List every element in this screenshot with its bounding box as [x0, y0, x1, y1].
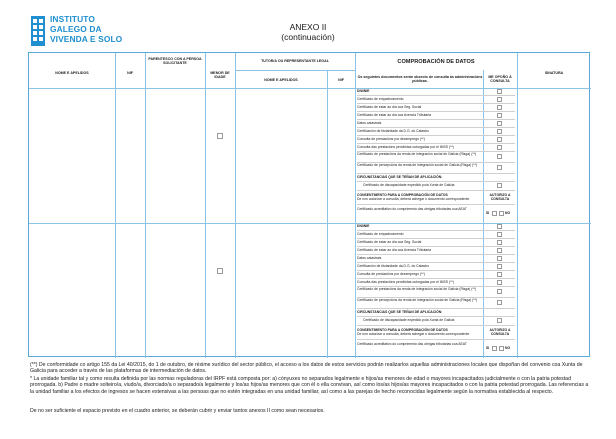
- oppose-checkbox-1-1[interactable]: [497, 97, 502, 102]
- header-tutor-nombre: NOME E APELIDOS: [264, 78, 298, 82]
- oppose-checkbox-2-7[interactable]: [497, 280, 502, 285]
- si-label-2: SI: [486, 346, 490, 350]
- oppose-checkbox-1-7[interactable]: [497, 145, 502, 150]
- oppose-checkbox-2-9[interactable]: [497, 300, 502, 305]
- check-row-1-3: Certificado de estar ao día coa Axencia Tributaria: [357, 113, 432, 117]
- annex-subtitle: (continuación): [281, 32, 335, 42]
- oppose-checkbox-1-4[interactable]: [497, 121, 502, 126]
- check-row-1-8: Certificado de prestacións da renda de integración social de Galicia (Risga) (**): [357, 152, 477, 156]
- header-comprobacion: COMPROBACIÓN DE DATOS: [397, 59, 475, 65]
- header-meopongo: ME OPOÑO Á CONSULTA: [488, 75, 512, 84]
- si-checkbox-2[interactable]: [492, 346, 497, 351]
- oppose-checkbox-1-3[interactable]: [497, 113, 502, 118]
- check-row-2-2: Certificado de estar ao día coa Seg. Social: [357, 240, 422, 244]
- header-documentos: Os seguintes documentos serán obxecto de consulta ás administracións públicas.: [357, 75, 483, 84]
- check-row-1-4: Datos catastrais: [357, 121, 382, 125]
- no-label-2: NO: [505, 346, 511, 350]
- header-tutor: TUTOR/A OU REPRESENTANTE LEGAL: [261, 59, 329, 63]
- check-row-2-6: Consulta de prestacións por desemprego (**): [357, 272, 425, 276]
- oppose-checkbox-1-8[interactable]: [497, 154, 502, 159]
- footnote-1: (**) De conformidade co artigo 155 da Lei 40/2015, do 1 de outubro, de réxime xurídico del sector público, el acceso a los datos de estos servicios podrán realizarlos aquellas administraciones locales que dispoñan del convenio coa Xunta de Galicia para acceder a través de las plataformas de intermediación de datos.: [30, 362, 583, 375]
- check-row-2-4: Datos catastrais: [357, 256, 382, 260]
- check-row-1-1: Certificado de empadroamento: [357, 97, 404, 101]
- logo-line-1: INSTITUTO: [50, 14, 95, 24]
- consent-title-1: CONSENTIMENTO PARA A COMPROBACIÓN DE DATOS: [357, 193, 448, 197]
- oppose-checkbox-1-5[interactable]: [497, 129, 502, 134]
- si-label-1: SI: [486, 211, 490, 215]
- circ-header-2: CIRCUNSTANCIAS QUE SE TEÑAN DE APLICACIÓN:: [357, 310, 443, 314]
- check-row-1-2: Certificado de estar ao día coa Seg. Social: [357, 105, 422, 109]
- oppose-checkbox-1-6[interactable]: [497, 137, 502, 142]
- oppose-checkbox-2-1[interactable]: [497, 232, 502, 237]
- oppose-checkbox-1-2[interactable]: [497, 105, 502, 110]
- oppose-checkbox-1-0[interactable]: [497, 89, 502, 94]
- header-tutor-nif: NIF: [338, 78, 344, 82]
- header-firma: SINATURA: [544, 71, 564, 75]
- autorizo-label-1: AUTORIZO A CONSULTA: [489, 193, 511, 201]
- check-row-2-7: Consulta das prestacións percibidas outorgadas por el IMSS (**): [357, 280, 454, 284]
- oppose-checkbox-2-0[interactable]: [497, 224, 502, 229]
- check-row-2-1: Certificado de empadroamento: [357, 232, 404, 236]
- oppose-checkbox-2-8[interactable]: [497, 289, 502, 294]
- footnote-2: * La unidade familiar tal y como resulta definida por las normas reguladoras del IRPF está composta por: a) cónyuxes no separados legalmente e hijos/as menores de edad o mayores incapacitados judicialmente o con la patria potestad prorrogada. b) Padre o madre solteiro/a, viudo/a, divorciado/a o separado/a legalmente y los/as hijos/as menores que con él o ella convivan, así como los/as hijos/as mayores incapacitados o con la patria potestad prorrogada. Las referencias a la unidad familiar a los efectos de ingresos se hacen extensivas a las persoas que no estén integradas en una unidad familiar, así como a las parejas de hecho reconocidas legalmente según la normativa establecida al respecto.: [30, 376, 589, 395]
- footnote-3: De no ser suficiente el espacio previsto en el cuadro anterior, se deberán cubrir y enviar tantos anexos II como sean necesarios.: [30, 408, 325, 414]
- consent-sub-2: De non autorizar a consulta, deberá achegar o documento correspondente.: [357, 332, 471, 336]
- autorizo-label-2: AUTORIZO A CONSULTA: [489, 328, 511, 336]
- consent-sub-1: De non autorizar a consulta, deberá achegar o documento correspondente.: [357, 197, 471, 201]
- no-checkbox-2[interactable]: [499, 346, 504, 351]
- oppose-checkbox-1-9[interactable]: [497, 165, 502, 170]
- check-row-2-3: Certificado de estar ao día coa Axencia Tributaria: [357, 248, 432, 252]
- tax-item-2: Certificado acreditativo do cumprimento das obrigas tributarias coa AEAT: [357, 342, 467, 346]
- circ-header-1: CIRCUNSTANCIAS QUE SE TEÑAN DE APLICACIÓN:: [357, 175, 443, 179]
- oppose-checkbox-2-2[interactable]: [497, 240, 502, 245]
- oppose-checkbox-2-6[interactable]: [497, 272, 502, 277]
- tax-item-1: Certificado acreditativo do cumprimento das obrigas tributarias coa AEAT: [357, 207, 467, 211]
- circ-item-1: Certificado de discapacidade expedido pola Xunta de Galicia: [363, 183, 455, 187]
- check-row-1-7: Consulta das prestacións percibidas outorgadas por el IMSS (**): [357, 145, 454, 149]
- header-nif: NIF: [127, 71, 133, 75]
- annex-title: ANEXO II: [289, 22, 327, 32]
- check-row-2-8: Certificado de prestacións da renda de integración social de Galicia (Risga) (**): [357, 287, 477, 291]
- no-checkbox-1[interactable]: [499, 211, 504, 216]
- check-row-2-9: Certificado de percepcións da renda de integración social de Galicia (Risga) (**): [357, 298, 478, 302]
- circ-checkbox-2[interactable]: [497, 318, 502, 323]
- header-menor: MENOR DE IDADE: [210, 71, 230, 80]
- check-row-1-6: Consulta de prestacións por desemprego (**): [357, 137, 425, 141]
- header-nombre: NOME E APELIDOS: [55, 71, 89, 75]
- check-row-1-0: DNI/NIE: [357, 89, 370, 93]
- menor-checkbox-1[interactable]: [217, 133, 223, 139]
- no-label-1: NO: [505, 211, 511, 215]
- page-title: [0, 22, 616, 42]
- check-row-2-5: Certificación de titularidade da D.G. do Catastro: [357, 264, 429, 268]
- header-parentesco: PARENTESCO CON A PERSOA SOLICITANTE: [148, 57, 202, 66]
- data-table: [28, 52, 590, 357]
- oppose-checkbox-2-3[interactable]: [497, 248, 502, 253]
- consent-title-2: CONSENTIMENTO PARA A COMPROBACIÓN DE DATOS: [357, 328, 448, 332]
- circ-item-2: Certificado de discapacidade expedido pola Xunta de Galicia: [363, 318, 455, 322]
- logo-line-2: GALEGO DA: [50, 24, 102, 34]
- check-row-2-0: DNI/NIE: [357, 224, 370, 228]
- menor-checkbox-2[interactable]: [217, 268, 223, 274]
- si-checkbox-1[interactable]: [492, 211, 497, 216]
- check-row-1-5: Certificación de titularidade da D.G. do Catastro: [357, 129, 429, 133]
- oppose-checkbox-2-4[interactable]: [497, 256, 502, 261]
- circ-checkbox-1[interactable]: [497, 183, 502, 188]
- oppose-checkbox-2-5[interactable]: [497, 264, 502, 269]
- check-row-1-9: Certificado de percepcións da renda de integración social de Galicia (Risga) (**): [357, 163, 478, 167]
- logo-line-3: VIVENDA E SOLO: [50, 34, 123, 44]
